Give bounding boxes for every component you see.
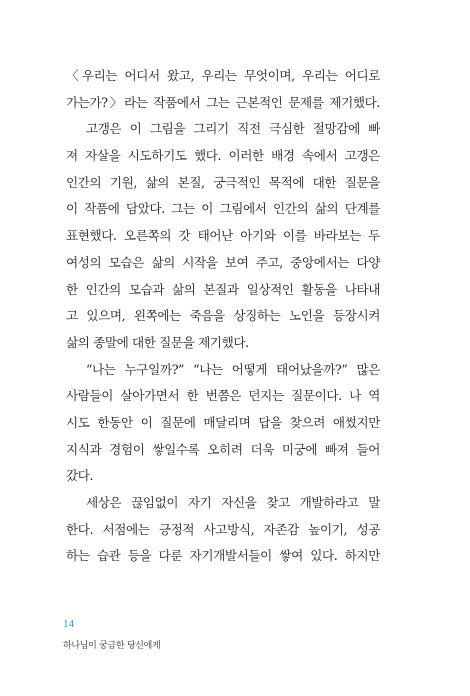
text-line: 여성의 모습은 삶의 시작을 보여 주고, 중앙에서는 다양 bbox=[66, 254, 380, 270]
text-line: 한다. 서점에는 긍정적 사고방식, 자존감 높이기, 성공 bbox=[66, 521, 380, 537]
text-line: “나는 누구일까?” “나는 어떻게 태어났을까?” 많은 bbox=[86, 361, 380, 377]
text-line: 삶의 종말에 대한 질문을 제기했다. bbox=[66, 334, 249, 350]
text-line: 지식과 경험이 쌓일수록 오히려 더욱 미궁에 빠져 들어 bbox=[66, 441, 380, 457]
text-line: 세상은 끊임없이 자기 자신을 찾고 개발하라고 말 bbox=[86, 495, 380, 510]
text-line: 사람들이 살아가면서 한 번쯤은 던지는 질문이다. 나 역 bbox=[66, 388, 380, 404]
text-line: 표현했다. 오른쪽의 갓 태어난 아기와 이를 바라보는 두 bbox=[66, 228, 380, 244]
body-text bbox=[66, 63, 380, 570]
text-line: 한 인간의 모습과 삶의 본질과 일상적인 활동을 나타내 bbox=[66, 281, 380, 297]
running-footer-title: 하나님이 궁금한 당신에게 bbox=[63, 641, 161, 651]
text-line: 하는 습관 등을 다룬 자기개발서들이 쌓여 있다. 하지만 bbox=[66, 548, 380, 564]
text-line: 갔다. bbox=[66, 468, 94, 484]
text-line: 이 작품에 담았다. 그는 이 그림에서 인간의 삶의 단계를 bbox=[66, 201, 380, 217]
text-line: 〈우리는 어디서 왔고, 우리는 무엇이며, 우리는 어디로 bbox=[66, 68, 380, 83]
text-line: 져 자살을 시도하기도 했다. 이러한 배경 속에서 고갱은 bbox=[66, 148, 380, 164]
page-number: 14 bbox=[63, 618, 74, 630]
text-line: 고 있으며, 왼쪽에는 죽음을 상징하는 노인을 등장시켜 bbox=[66, 308, 380, 324]
text-line: 고갱은 이 그림을 그리기 직전 극심한 절망감에 빠 bbox=[86, 121, 380, 137]
text-line: 시도 한동안 이 질문에 매달리며 답을 찾으려 애썼지만 bbox=[66, 414, 380, 430]
text-line: 가는가?〉라는 작품에서 그는 근본적인 문제를 제기했다. bbox=[66, 94, 380, 110]
text-line: 인간의 기원, 삶의 본질, 궁극적인 목적에 대한 질문을 bbox=[66, 174, 380, 190]
